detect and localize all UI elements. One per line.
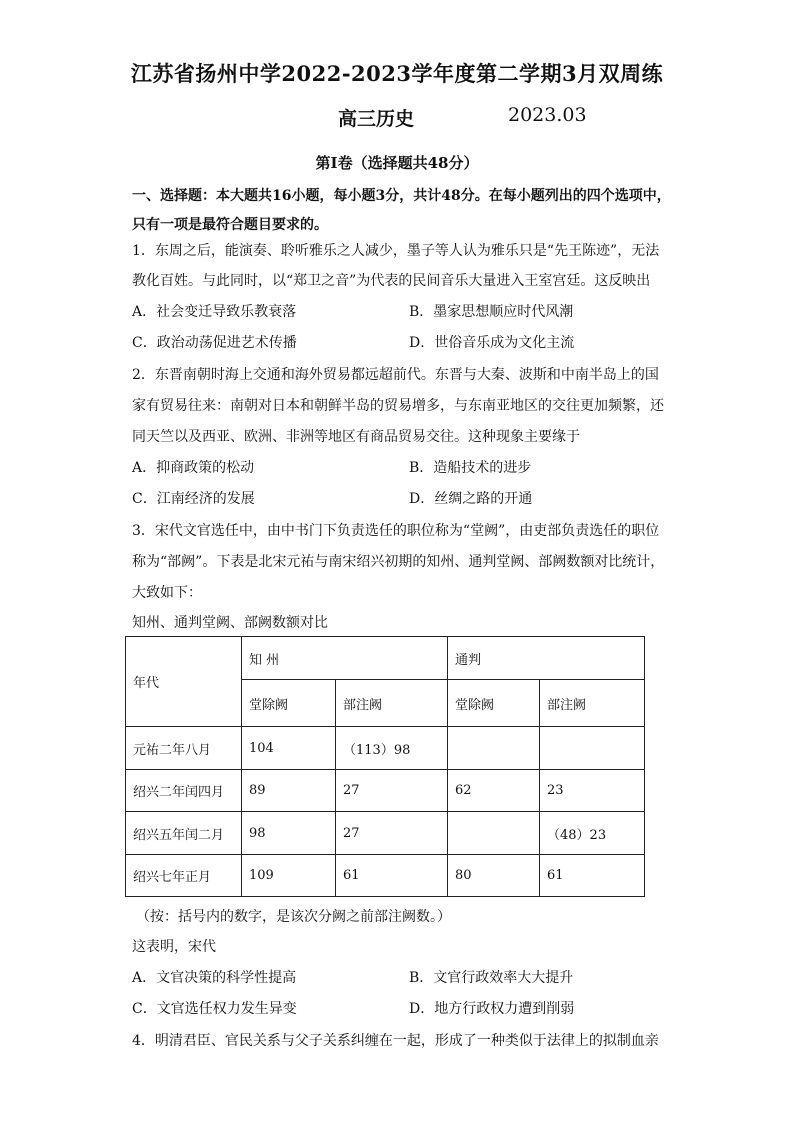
q2-stem-line-3: 同天竺以及西亚、欧洲、非洲等地区有商品贸易交往。这种现象主要缘于: [132, 429, 580, 445]
instructions-line-1: 一、选择题：本大题共16小题，每小题3分，共计48分。在每小题列出的四个选项中，: [132, 188, 671, 204]
q3-option-a: A．文官决策的科学性提高: [132, 970, 297, 986]
table-row: [126, 770, 645, 812]
table-caption: 知州、通判堂阙、部阙数额对比: [132, 615, 328, 631]
table-cell: 23: [540, 770, 645, 812]
table-cell: 89: [242, 770, 336, 812]
table-cell: 104: [242, 727, 336, 770]
doc-subject: 高三历史: [338, 108, 415, 130]
subheader-cell: 堂除阙: [448, 680, 540, 727]
table-cell: 元祐二年八月: [126, 727, 242, 770]
subheader-cell: 部注阙: [336, 680, 448, 727]
q3-option-d: D．地方行政权力遭到削弱: [409, 1001, 575, 1017]
table-cell: 62: [448, 770, 540, 812]
table-cell: 61: [336, 855, 448, 897]
table-cell: 绍兴五年闰二月: [126, 812, 242, 855]
q2-stem-line-2: 家有贸易往来：南朝对日本和朝鲜半岛的贸易增多，与东南亚地区的交往更加频繁，还: [132, 398, 664, 414]
section-heading: 第Ⅰ卷（选择题共48分）: [315, 154, 479, 172]
q3-stem-line-3: 大致如下：: [132, 585, 202, 601]
q1-option-b: B．墨家思想顺应时代风潮: [409, 304, 574, 320]
table-cell: 27: [336, 812, 448, 855]
table-cell: [540, 727, 645, 770]
table-cell: （113）98: [336, 727, 448, 770]
q1-option-d: D．世俗音乐成为文化主流: [409, 335, 575, 351]
q3-stem-line-2: 称为“部阙”。下表是北宋元祐与南宋绍兴初期的知州、通判堂阙、部阙数额对比统计，: [132, 554, 665, 570]
table-cell: 61: [540, 855, 645, 897]
q3-stem-line-1: 3．宋代文官选任中，由中书门下负责选任的职位称为“堂阙”，由吏部负责选任的职位: [132, 523, 660, 539]
q1-option-c: C．政治动荡促进艺术传播: [132, 335, 297, 351]
table-cell: 27: [336, 770, 448, 812]
table-cell: 绍兴七年正月: [126, 855, 242, 897]
quota-table: [125, 636, 645, 897]
q1-stem-line-1: 1．东周之后，能演奏、聆听雅乐之人减少，墨子等人认为雅乐只是“先王陈迹”，无法: [132, 243, 660, 259]
q2-stem-line-1: 2．东晋南朝时海上交通和海外贸易都远超前代。东晋与大秦、波斯和中南半岛上的国: [132, 367, 659, 383]
q2-option-d: D．丝绸之路的开通: [409, 491, 533, 507]
header-zhizhou: 知 州: [242, 637, 448, 680]
table-cell: 绍兴二年闰四月: [126, 770, 242, 812]
table-cell: 98: [242, 812, 336, 855]
table-note: （按：括号内的数字，是该次分阙之前部注阙数。）: [136, 909, 451, 925]
table-cell: 80: [448, 855, 540, 897]
q4-stem-line-1: 4．明清君臣、官民关系与父子关系纠缠在一起，形成了一种类似于法律上的拟制血亲: [132, 1033, 659, 1049]
q3-option-b: B．文官行政效率大大提升: [409, 970, 574, 986]
q2-option-a: A．抑商政策的松动: [132, 460, 255, 476]
q3-stem-end: 这表明，宋代: [132, 939, 216, 955]
doc-date: 2023.03: [508, 104, 587, 126]
table-row: [126, 855, 645, 897]
subheader-cell: 堂除阙: [242, 680, 336, 727]
table-cell: [448, 727, 540, 770]
q1-option-a: A．社会变迁导致乐教衰落: [132, 304, 297, 320]
instructions-line-2: 只有一项是最符合题目要求的。: [132, 217, 328, 233]
q2-option-b: B．造船技术的进步: [409, 460, 532, 476]
doc-title: 江苏省扬州中学2022-2023学年度第二学期3月双周练: [130, 61, 664, 86]
table-row: [126, 812, 645, 855]
q3-option-c: C．文官选任权力发生异变: [132, 1001, 297, 1017]
header-year: 年代: [126, 637, 242, 727]
subheader-cell: 部注阙: [540, 680, 645, 727]
table-cell: [448, 812, 540, 855]
table-cell: （48）23: [540, 812, 645, 855]
table-cell: 109: [242, 855, 336, 897]
q1-stem-line-2: 教化百姓。与此同时，以“郑卫之音”为代表的民间音乐大量进入王室宫廷。这反映出: [132, 273, 651, 289]
header-tongpan: 通判: [448, 637, 645, 680]
table-row: [126, 727, 645, 770]
q2-option-c: C．江南经济的发展: [132, 491, 255, 507]
